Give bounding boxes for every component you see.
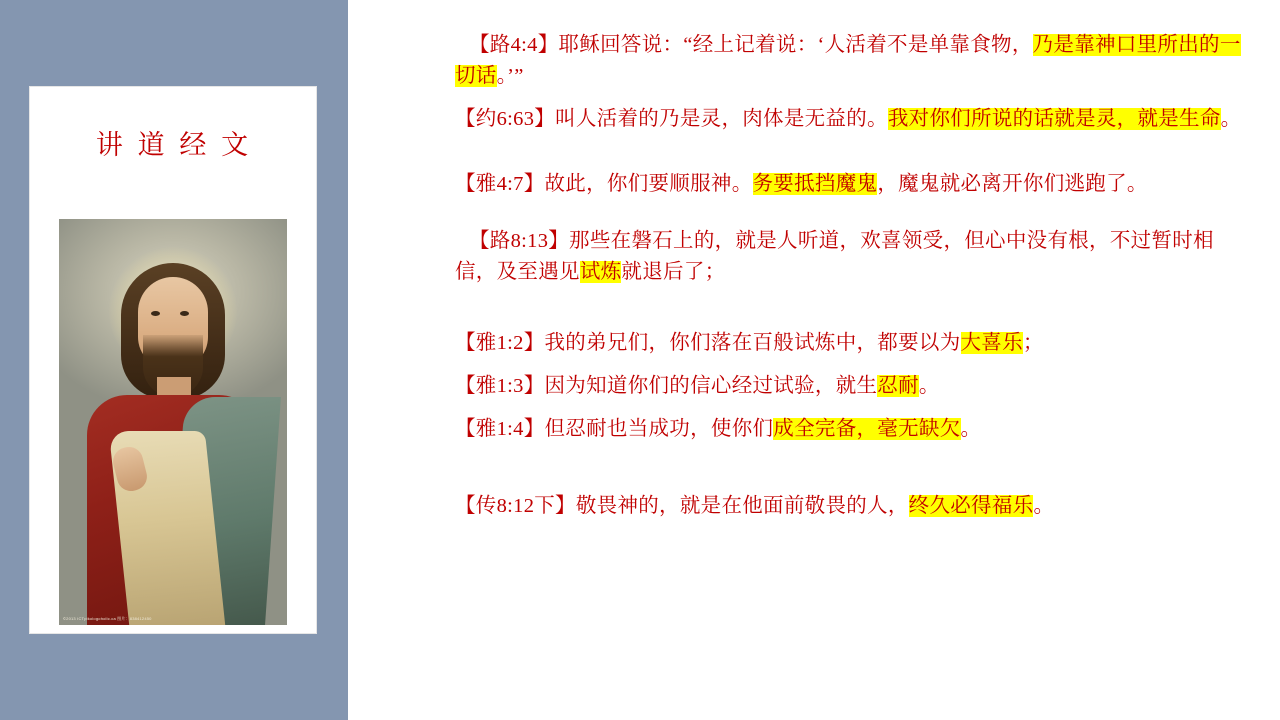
verse-highlight: 终久必得福乐 — [908, 495, 1034, 517]
verse-james-1-2 — [455, 328, 1255, 359]
verse-text: 【路8:13】那些在磐石上的，就是人听道，欢喜领受，但心中没有根，不过暂时相信，及至遇见 — [455, 230, 1214, 283]
verse-text-tail: 。’” — [496, 65, 524, 87]
verse-james-1-3 — [455, 371, 1255, 402]
verse-text-tail: 。 — [918, 375, 940, 397]
verse-highlight: 我对你们所说的话就是灵，就是生命 — [887, 108, 1221, 130]
spacer — [455, 479, 1255, 491]
verse-luke-4-4 — [455, 30, 1255, 92]
image-caption: ©2013 ICTpikologoholic.ca 图片：838412450 — [63, 616, 152, 621]
verse-highlight: 乃是靠神口里所出的一切话 — [455, 34, 1241, 87]
spacer — [455, 445, 1255, 479]
verse-text: 【雅1:4】但忍耐也当成功，使你们 — [455, 418, 774, 440]
verse-highlight: 成全完备，毫无缺欠 — [773, 418, 961, 440]
jesus-portrait-image — [59, 219, 287, 625]
verse-text: 【传8:12下】敬畏神的，就是在他面前敬畏的人， — [455, 495, 909, 517]
spacer — [455, 402, 1255, 414]
verse-text: 【雅1:2】我的弟兄们，你们落在百般试炼中，都要以为 — [455, 332, 961, 354]
scripture-content — [455, 30, 1255, 522]
verse-text-tail: ，魔鬼就必离开你们逃跑了。 — [877, 173, 1148, 195]
right-eye — [180, 311, 189, 316]
verse-text-tail: 。 — [1220, 108, 1242, 130]
spacer — [455, 92, 1255, 104]
verse-james-4-7 — [455, 169, 1255, 200]
verse-highlight: 务要抵挡魔鬼 — [752, 173, 878, 195]
page-title: 讲 道 经 文 — [95, 130, 253, 160]
verse-text-tail: ； — [1022, 332, 1044, 354]
verse-john-6-63 — [455, 104, 1255, 135]
verse-text-tail: 。 — [1033, 495, 1055, 517]
verse-luke-8-13 — [455, 226, 1255, 288]
verse-highlight: 大喜乐 — [960, 332, 1023, 354]
spacer — [455, 200, 1255, 226]
spacer — [455, 359, 1255, 371]
verse-highlight: 忍耐 — [877, 375, 919, 397]
verse-text-tail: 。 — [960, 418, 982, 440]
spacer — [455, 288, 1255, 322]
verse-text: 【路4:4】耶稣回答说：“经上记着说：‘人活着不是单靠食物， — [469, 34, 1033, 56]
verse-text: 【约6:63】叫人活着的乃是灵，肉体是无益的。 — [455, 108, 888, 130]
verse-ecclesiastes-8-12b — [455, 491, 1255, 522]
left-eye — [151, 311, 160, 316]
verse-text-tail: 就退后了； — [621, 261, 726, 283]
verse-text: 【雅4:7】故此，你们要顺服神。 — [455, 173, 753, 195]
verse-highlight: 试炼 — [579, 261, 622, 283]
verse-james-1-4 — [455, 414, 1255, 445]
verse-text: 【雅1:3】因为知道你们的信心经过试验，就生 — [455, 375, 878, 397]
spacer — [455, 135, 1255, 169]
title-card — [29, 86, 317, 634]
